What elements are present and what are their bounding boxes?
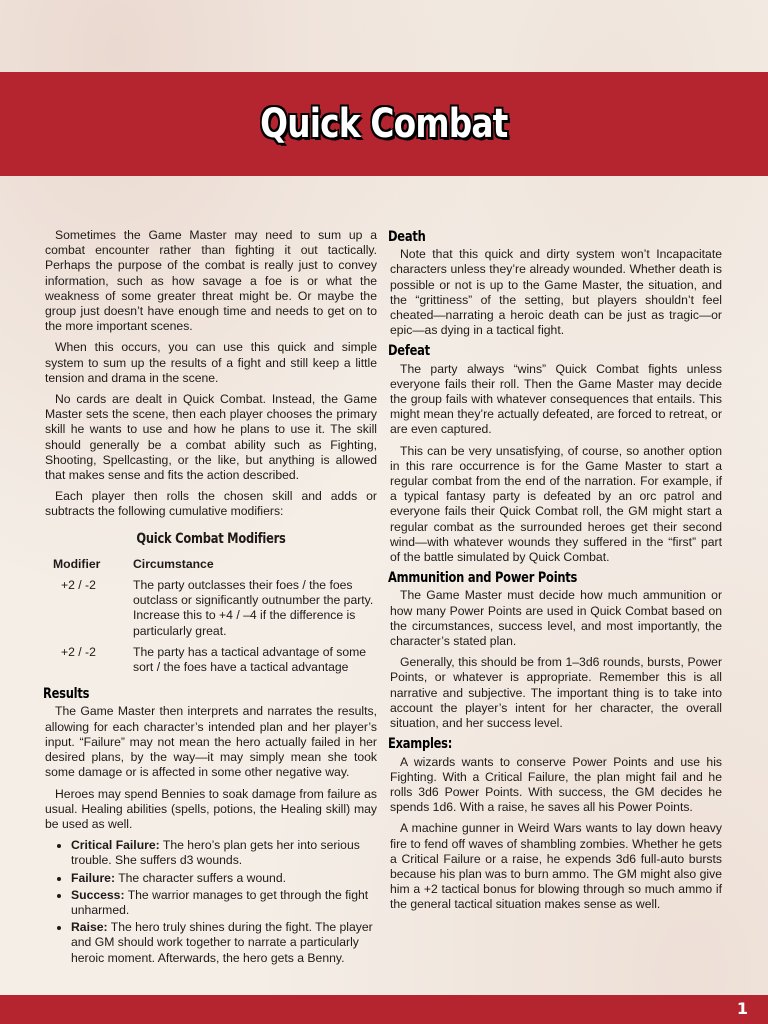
page-number: 1 (736, 999, 748, 1018)
column-header-modifier: Modifier (53, 556, 101, 571)
modifier-cell: +2 / -2 (61, 644, 96, 659)
outcome-label: Success: (71, 887, 125, 902)
death-heading: Death (388, 229, 426, 245)
modifiers-table (45, 557, 377, 681)
modifiers-heading: Quick Combat Modifiers (136, 530, 286, 547)
paragraph: Note that this quick and dirty system won’t Incapacitate characters unless they’re already wounded. Whether death is possible or not is up to the Game Master, the situation, and the “grittiness” of the setting, but players shouldn’t feel cheated—narrating a heroic death can be just as tragic—or epic—as dying in a tactical fight. (390, 247, 722, 338)
paragraph: Heroes may spend Bennies to soak damage from failure as usual. Healing abilities (spells, potions, the Healing skill) may be used as well. (45, 786, 377, 831)
outcome-list (45, 838, 377, 966)
outcome-label: Critical Failure: (71, 838, 160, 853)
list-item (71, 888, 377, 918)
outcome-text: The hero truly shines during the fight. The player and GM should work together to narrate a particularly heroic moment. Afterwards, the hero gets a Benny. (71, 920, 373, 965)
paragraph: A wizards wants to conserve Power Points and use his Fighting. With a Critical Failure, the plan might fail and he rolls 3d6 Power Points. With success, the GM decides he spends 1d6. With a raise, he saves all his Power Points. (390, 754, 722, 815)
footer-bar (0, 995, 768, 1024)
outcome-label: Raise: (71, 920, 108, 935)
modifier-cell: +2 / -2 (61, 578, 96, 593)
outcome-label: Failure: (71, 870, 116, 885)
circumstance-cell: The party outclasses their foes / the foes outclass or significantly outnumber the party. Increase this to +4 / –4 if the difference is particularly great. (133, 578, 374, 638)
paragraph: A machine gunner in Weird Wars wants to lay down heavy fire to fend off waves of shambling zombies. Whether he gets a Critical Failure or a raise, he expends 3d6 full-auto bursts because his plan was to burn ammo. The GM might also give him a +2 tactical bonus for blowing through so much ammo if the general tactical situation makes sense as well. (390, 821, 722, 912)
table-header-row (45, 557, 377, 578)
results-heading: Results (43, 686, 90, 703)
table-row (45, 578, 377, 645)
left-column (45, 228, 377, 970)
list-item (71, 920, 377, 966)
outcome-text: The warrior manages to get through the fight unharmed. (71, 887, 369, 917)
paragraph: When this occurs, you can use this quick and simple system to sum up the results of a fight and still keep a little tension and drama in the scene. (45, 340, 377, 385)
paragraph: Sometimes the Game Master may need to sum up a combat encounter rather than fighting it out tactically. Perhaps the purpose of the combat is really just to convey information, such as how savage a foe is or what the weakness of some greater threat might be. Or maybe the group just doesn’t have enough time and needs to get on to the more important scenes. (45, 228, 377, 334)
examples-heading: Examples: (388, 736, 453, 753)
ammo-heading: Ammunition and Power Points (388, 570, 578, 587)
list-item (71, 871, 377, 886)
table-row (45, 645, 377, 681)
outcome-text: The hero’s plan gets her into serious trouble. She suffers d3 wounds. (71, 838, 360, 868)
right-column (390, 228, 722, 919)
paragraph: The Game Master must decide how much ammunition or how many Power Points are used in Quick Combat based on the circumstances, success level, and most importantly, the character’s stated plan. (390, 588, 722, 649)
column-header-circumstance: Circumstance (133, 556, 214, 571)
outcome-text: The character suffers a wound. (115, 870, 286, 885)
page-title: Quick Combat (260, 101, 508, 147)
paragraph: No cards are dealt in Quick Combat. Instead, the Game Master sets the scene, then each player chooses the primary skill he wants to use and how he plans to use it. The skill should generally be a combat ability such as Fighting, Shooting, Spellcasting, or the like, but anything is allowed that makes sense and fits the action described. (45, 392, 377, 483)
paragraph: Each player then rolls the chosen skill and adds or subtracts the following cumulative modifiers: (45, 489, 377, 519)
circumstance-cell: The party has a tactical advantage of some sort / the foes have a tactical advantage (133, 644, 367, 675)
paragraph: The Game Master then interprets and narrates the results, allowing for each character’s intended plan and her player’s input. “Failure” may not mean the hero actually failed in her desired plans, by the way—it may simply mean she took some damage or is affected in some other negative way. (45, 704, 377, 780)
paragraph: Generally, this should be from 1–3d6 rounds, bursts, Power Points, or whatever is appropriate. Remember this is all narrative and subjective. The important thing is to take into account the player’s intent for her character, the overall situation, and her success level. (390, 655, 722, 731)
title-banner (0, 72, 768, 176)
list-item (71, 838, 377, 868)
paragraph: This can be very unsatisfying, of course, so another option in this rare occurrence is for the Game Master to start a regular combat from the end of the narration. For example, if a typical fantasy party is defeated by an orc patrol and everyone fails their Quick Combat roll, the GM might start a regular combat as the surrounded heroes get their second wind—with whatever wounds they suffered in the “first” part of the battle simulated by Quick Combat. (390, 443, 722, 565)
paragraph: The party always “wins” Quick Combat fights unless everyone fails their roll. Then the Game Master may decide the group fails with whatever consequences that entails. This might mean they’re actually defeated, are forced to retreat, or are even captured. (390, 361, 722, 437)
defeat-heading: Defeat (388, 343, 430, 360)
